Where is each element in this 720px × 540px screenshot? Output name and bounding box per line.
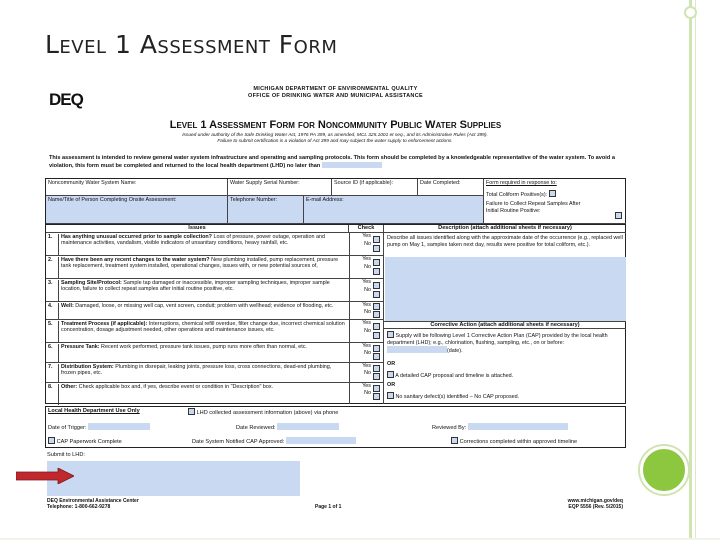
check-cell: Yes No: [349, 363, 384, 383]
cap-date-field[interactable]: [387, 346, 447, 353]
yes-checkbox[interactable]: [373, 259, 380, 266]
no-checkbox[interactable]: [373, 311, 380, 318]
agency-header: MICHIGAN DEPARTMENT OF ENVIRONMENTAL QUALITY OFFICE OF DRINKING WATER AND MUNICIPAL ASSISTANCE: [248, 86, 423, 99]
check-cell: Yes No: [349, 320, 384, 343]
lhd-collected-option: LHD collected assessment information (above) via phone: [188, 408, 338, 416]
yes-checkbox[interactable]: [373, 345, 380, 352]
info-grid: [45, 178, 626, 224]
cap-option: Supply will be following Level 1 Corrective Action Plan (CAP) provided by the local health department (LHD); e.g., chlorination, flushing, sampling, etc., on or before: (date).: [387, 333, 608, 354]
deq-logo: DEQ: [49, 90, 83, 109]
date-reviewed-field: Date Reviewed:: [236, 423, 339, 431]
check-cell: Yes No: [349, 279, 384, 302]
intro-text: This assessment is intended to review general water system infrastructure and operating and sampling protocols. This form should be completed by a knowledgeable representative of the water system. To avoid a violation, this form must be completed and returned to the local health department (LHD) no later than: [49, 155, 615, 169]
description-input[interactable]: [385, 257, 626, 321]
no-checkbox[interactable]: [373, 353, 380, 360]
footer-page: Page 1 of 1: [315, 504, 342, 510]
green-circle-decoration: [640, 446, 688, 494]
yes-checkbox[interactable]: [373, 236, 380, 243]
date-trigger-input[interactable]: [88, 423, 150, 430]
or-label-2: OR: [387, 382, 396, 388]
no-defects-option: No sanitary defect(s) identified – No CAP proposed.: [387, 392, 519, 401]
form-required-panel: [484, 179, 626, 224]
footer-right: www.michigan.gov/deq EQP 5556 (Rev. 5/2015): [567, 498, 623, 510]
total-coliform-label: Total Coliform Positive(s):: [486, 191, 548, 198]
telephone-field[interactable]: Telephone Number:: [228, 196, 304, 224]
cap-approved-input[interactable]: [286, 437, 356, 444]
slide-frame-line-inner: [695, 0, 696, 540]
submit-to-lhd-field[interactable]: [47, 461, 300, 496]
date-trigger-field: Date of Trigger:: [48, 423, 150, 431]
check-cell: Yes No: [349, 233, 384, 256]
corrective-action-header: Corrective Action (attach additional sheets if necessary): [384, 321, 626, 329]
issue-row: 1. Has anything unusual occurred prior to sample collection? Loss of pressure, power outage, operation and maintenance activities, vandalism, visible indicators of unsanitary conditions, heavy rainfall, etc.: [46, 233, 349, 256]
no-checkbox[interactable]: [373, 268, 380, 275]
lhd-section: [45, 406, 626, 448]
yes-checkbox[interactable]: [373, 323, 380, 330]
issue-row: 5. Treatment Process (if applicable): Interruptions, chemical refill overdue, filter change due, incorrect chemical solution concentration, dosage adjustment needed, other operations and maintenance issues, etc.: [46, 320, 349, 343]
cap-complete-option: CAP Paperwork Complete: [48, 437, 122, 445]
check-cell: Yes No: [349, 383, 384, 404]
corrections-option: Corrections completed within approved timeline: [451, 437, 577, 445]
footer-left: DEQ Environmental Assistance Center Telephone: 1-800-662-9278: [47, 498, 139, 510]
issue-row: 4. Well: Damaged, loose, or missing well cap, vent screen, conduit; problem with wellhead; evidence of flooding, etc.: [46, 302, 349, 320]
date-reviewed-input[interactable]: [277, 423, 339, 430]
issue-row: 2. Have there been any recent changes to the water system? New plumbing installed, pump replacement, pressure tank replacement, treatment system installed, operational changes, issues with, or new potential sources of,: [46, 256, 349, 279]
lhd-title: Local Health Department Use Only: [48, 408, 140, 414]
serial-number-field[interactable]: Water Supply Serial Number:: [228, 179, 332, 196]
yes-checkbox[interactable]: [373, 385, 380, 392]
reviewed-by-input[interactable]: [468, 423, 568, 430]
detailed-cap-option: A detailed CAP proposal and timeline is attached.: [387, 371, 513, 380]
no-checkbox[interactable]: [373, 291, 380, 298]
deadline-blank[interactable]: [322, 162, 382, 168]
failure-collect-checkbox[interactable]: [615, 212, 622, 219]
check-cell: Yes No: [349, 302, 384, 320]
cap-approved-field: Date System Notified CAP Approved:: [192, 437, 356, 445]
slide-title: Level 1 Assessment Form: [45, 30, 338, 59]
yes-checkbox[interactable]: [373, 365, 380, 372]
email-field[interactable]: E-mail Address:: [304, 196, 484, 224]
date-completed-field[interactable]: Date Completed:: [418, 179, 484, 196]
source-id-field[interactable]: Source ID (if applicable):: [332, 179, 418, 196]
form-required-label: Form required in response to:: [486, 180, 557, 186]
issue-row: 8. Other: Check applicable box and, if yes, describe event or condition in "Description" box.: [46, 383, 349, 404]
cap-complete-checkbox[interactable]: [48, 437, 55, 444]
cap-checkbox[interactable]: [387, 331, 394, 338]
issue-row: 7. Distribution System: Plumbing in disrepair, leaking joints, pressure loss, cross connections, dead-end plumbing, frozen pipes, etc.: [46, 363, 349, 383]
form-title: Level 1 Assessment Form for Noncommunity Public Water Supplies: [169, 119, 502, 131]
assessment-form-image: [45, 78, 626, 518]
check-cell: Yes No: [349, 256, 384, 279]
corrections-checkbox[interactable]: [451, 437, 458, 444]
no-defects-checkbox[interactable]: [387, 392, 394, 399]
total-coliform-checkbox[interactable]: [549, 190, 556, 197]
issue-row: 3. Sampling Site/Protocol: Sample tap damaged or inaccessible, improper sampling techniques, improper sample location, failure to collect repeat samples after initial routine positive, etc.: [46, 279, 349, 302]
no-checkbox[interactable]: [373, 245, 380, 252]
submit-label: Submit to LHD:: [47, 452, 85, 458]
description-instructions: Describe all issues identified along with the approximate date of the occurrence (e.g., replaced well pump on May 1, samples taken next day, results were positive for total coliform, etc.).: [387, 235, 623, 248]
description-header: Description (attach additional sheets if necessary): [384, 225, 626, 233]
issues-table: [45, 224, 626, 404]
yes-checkbox[interactable]: [373, 303, 380, 310]
detailed-cap-checkbox[interactable]: [387, 371, 394, 378]
slide-frame-line: [689, 0, 692, 540]
or-label: OR: [387, 361, 396, 367]
person-name-field[interactable]: Name/Title of Person Completing Onsite Assessment:: [46, 196, 228, 224]
issue-row: 6. Pressure Tank: Recent work performed, pressure tank issues, pump runs more often than normal, etc.: [46, 343, 349, 363]
check-header: Check: [349, 225, 384, 233]
red-arrow-icon: [16, 468, 74, 484]
no-checkbox[interactable]: [373, 332, 380, 339]
check-cell: Yes No: [349, 343, 384, 363]
reviewed-by-field: Reviewed By:: [432, 423, 568, 431]
system-name-field[interactable]: Noncommunity Water System Name:: [46, 179, 228, 196]
authority-text: Issued under authority of the Safe Drinking Water Act, 1976 PA 399, as amended, MCL 325.1001 et seq., and its Administrative Rules (Act 399). Failure to submit certification is a violation of Act 399 and may subject the water supply to enforcement actions.: [182, 133, 488, 144]
no-checkbox[interactable]: [373, 373, 380, 380]
failure-collect-label: Failure to Collect Repeat Samples After Initial Routine Positive:: [486, 201, 581, 214]
frame-ring-decoration: [684, 6, 697, 19]
lhd-collected-checkbox[interactable]: [188, 408, 195, 415]
yes-checkbox[interactable]: [373, 282, 380, 289]
issues-header: Issues: [46, 225, 349, 233]
no-checkbox[interactable]: [373, 393, 380, 400]
